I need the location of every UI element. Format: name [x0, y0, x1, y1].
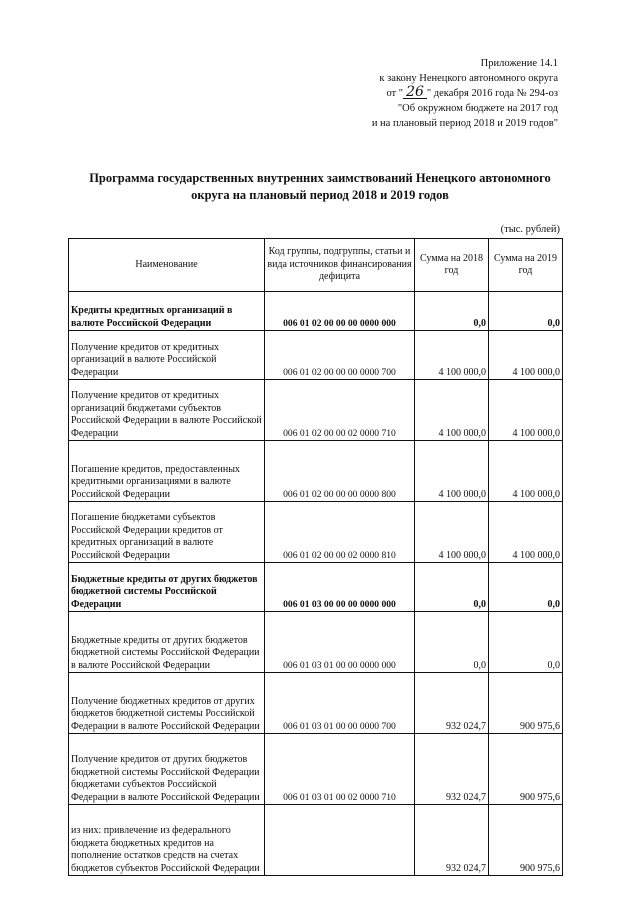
row-code: 006 01 02 00 00 00 0000 000: [265, 292, 415, 331]
row-code: 006 01 03 01 00 00 0000 700: [265, 673, 415, 734]
row-code: [265, 805, 415, 876]
table-row: [69, 612, 563, 673]
table-row: [69, 292, 563, 331]
row-2019: 4 100 000,0: [489, 380, 563, 441]
header-2019: Сумма на 2019 год: [489, 239, 563, 292]
row-2018: 0,0: [415, 292, 489, 331]
row-name: Получение кредитов от кредитных организаций бюджетами субъектов Российской Федерации в валюте Российской Федерации: [69, 380, 265, 441]
row-2019: 900 975,6: [489, 734, 563, 805]
appendix-title: Приложение 14.1: [480, 58, 558, 69]
row-2018: 4 100 000,0: [415, 331, 489, 380]
units-label: (тыс. рублей): [500, 224, 560, 235]
row-name: из них: привлечение из федерального бюджета бюджетных кредитов на пополнение остатков средств на счетах бюджетов субъектов Российской Федерации: [69, 805, 265, 876]
date-prefix: от ": [386, 88, 404, 99]
title-line-2: округа на плановый период 2018 и 2019 годов: [191, 188, 449, 202]
row-2018: 4 100 000,0: [415, 441, 489, 502]
table-row: [69, 441, 563, 502]
row-2018: 4 100 000,0: [415, 380, 489, 441]
row-name: Бюджетные кредиты от других бюджетов бюджетной системы Российской Федерации: [69, 563, 265, 612]
appendix-law-period: и на плановый период 2018 и 2019 годов": [371, 118, 558, 129]
table-row: [69, 380, 563, 441]
row-2019: 4 100 000,0: [489, 441, 563, 502]
row-code: 006 01 03 01 00 00 0000 000: [265, 612, 415, 673]
header-code: Код группы, подгруппы, статьи и вида источников финансирования дефицита: [265, 239, 415, 292]
appendix-law: к закону Ненецкого автономного округа: [379, 73, 558, 84]
row-code: 006 01 02 00 00 00 0000 700: [265, 331, 415, 380]
row-name: Получение кредитов от кредитных организаций в валюте Российской Федерации: [69, 331, 265, 380]
row-name: Погашение кредитов, предоставленных кредитными организациями в валюте Российской Федерации: [69, 441, 265, 502]
row-2019: 4 100 000,0: [489, 502, 563, 563]
table-row: [69, 805, 563, 876]
table-row: [69, 331, 563, 380]
title-line-1: Программа государственных внутренних заимствований Ненецкого автономного: [89, 171, 551, 185]
row-2019: 4 100 000,0: [489, 331, 563, 380]
row-name: Бюджетные кредиты от других бюджетов бюджетной системы Российской Федерации в валюте Российской Федерации: [69, 612, 265, 673]
appendix-block: [238, 56, 558, 131]
appendix-date: [238, 86, 558, 101]
row-2019: 0,0: [489, 563, 563, 612]
appendix-law-name: "Об окружном бюджете на 2017 год: [397, 103, 558, 114]
row-code: 006 01 03 01 00 02 0000 710: [265, 734, 415, 805]
row-2018: 4 100 000,0: [415, 502, 489, 563]
table-row: [69, 502, 563, 563]
table-row: [69, 734, 563, 805]
row-name: Получение кредитов от других бюджетов бюджетной системы Российской Федерации бюджетами субъектов Российской Федерации в валюте Российской Федерации: [69, 734, 265, 805]
table-row: [69, 563, 563, 612]
header-2018: Сумма на 2018 год: [415, 239, 489, 292]
row-code: 006 01 02 00 00 00 0000 800: [265, 441, 415, 502]
date-suffix: " декабря 2016 года № 294-оз: [426, 88, 558, 99]
row-2019: 0,0: [489, 612, 563, 673]
row-name: Получение бюджетных кредитов от других бюджетов бюджетной системы Российской Федерации в валюте Российской Федерации: [69, 673, 265, 734]
borrowings-table: [68, 238, 563, 876]
row-2018: 932 024,7: [415, 734, 489, 805]
row-2018: 0,0: [415, 563, 489, 612]
row-code: 006 01 02 00 00 02 0000 810: [265, 502, 415, 563]
row-2019: 900 975,6: [489, 673, 563, 734]
row-2018: 932 024,7: [415, 673, 489, 734]
row-2019: 900 975,6: [489, 805, 563, 876]
document-title: [60, 170, 580, 204]
row-name: Погашение бюджетами субъектов Российской Федерации кредитов от кредитных организаций в валюте Российской Федерации: [69, 502, 265, 563]
handwritten-day: 26: [403, 86, 427, 99]
header-name: Наименование: [69, 239, 265, 292]
row-2018: 0,0: [415, 612, 489, 673]
row-2019: 0,0: [489, 292, 563, 331]
table-header-row: [69, 239, 563, 292]
row-code: 006 01 02 00 00 02 0000 710: [265, 380, 415, 441]
row-code: 006 01 03 00 00 00 0000 000: [265, 563, 415, 612]
row-2018: 932 024,7: [415, 805, 489, 876]
table-row: [69, 673, 563, 734]
row-name: Кредиты кредитных организаций в валюте Российской Федерации: [69, 292, 265, 331]
